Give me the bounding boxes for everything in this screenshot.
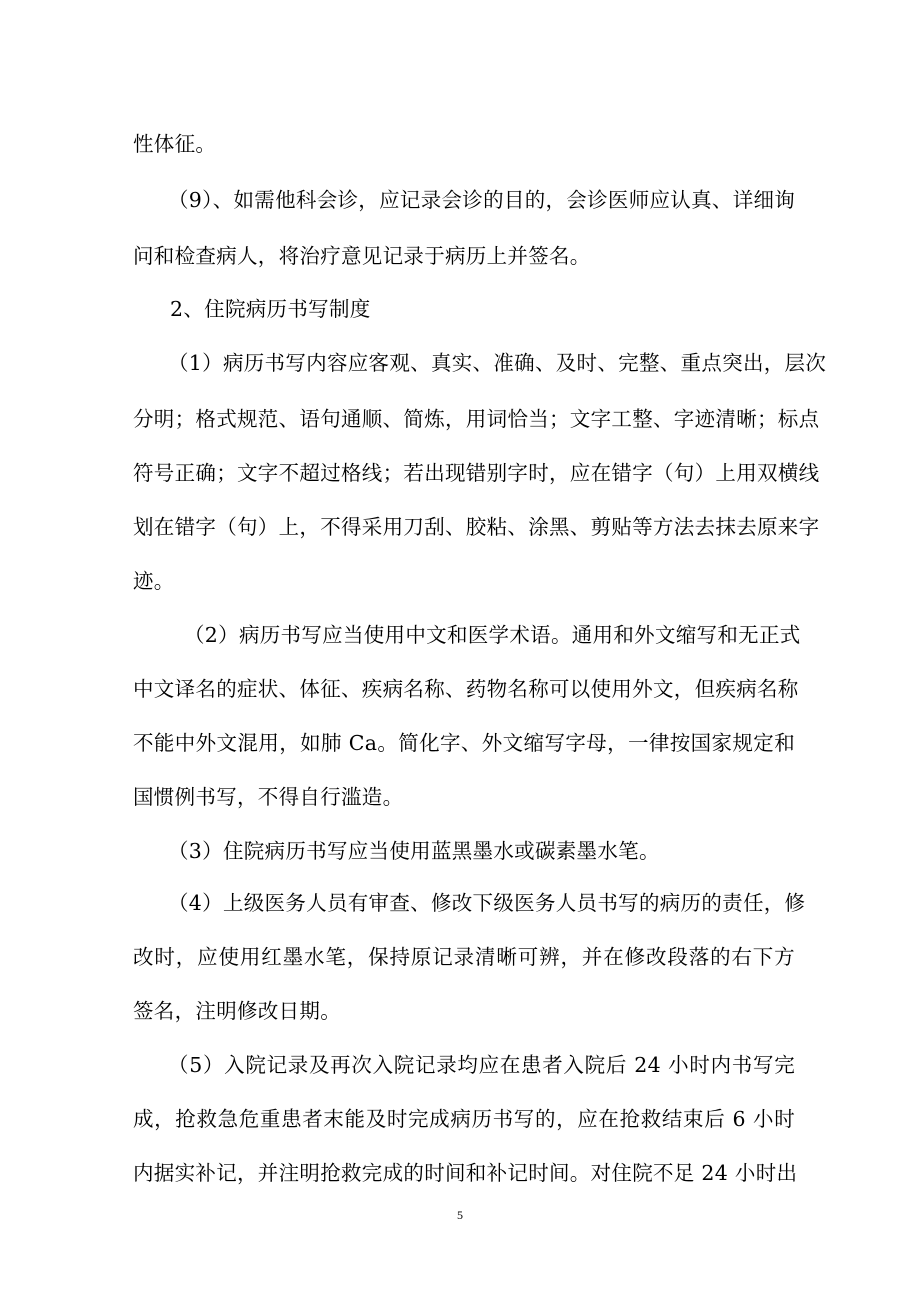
text-line: 问和检查病人，将治疗意见记录于病历上并签名。 — [133, 244, 591, 268]
text-line: 不能中外文混用，如肺 Ca。简化字、外文缩写字母，一律按国家规定和 — [133, 731, 795, 755]
text-line: 成，抢救急危重患者末能及时完成病历书写的，应在抢救结束后 6 小时 — [133, 1107, 795, 1131]
section-heading: 2、住院病历书写制度 — [170, 297, 371, 321]
text-line: 内据实补记，并注明抢救完成的时间和补记时间。对住院不足 24 小时出 — [133, 1161, 798, 1185]
text-line: 性体征。 — [133, 132, 217, 156]
text-line: （3）住院病历书写应当使用蓝黑墨水或碳素墨水笔。 — [168, 839, 660, 863]
text-line: （1）病历书写内容应客观、真实、准确、及时、完整、重点突出，层次 — [168, 351, 827, 375]
text-line: 改时，应使用红墨水笔，保持原记录清晰可辨，并在修改段落的右下方 — [133, 945, 795, 969]
text-line: 分明；格式规范、语句通顺、简炼，用词恰当；文字工整、字迹清晰；标点 — [133, 407, 820, 431]
text-line: 迹。 — [133, 569, 175, 593]
text-line: （4）上级医务人员有审查、修改下级医务人员书写的病历的责任，修 — [168, 891, 806, 915]
text-line: （9）、如需他科会诊，应记录会诊的目的，会诊医师应认真、详细询 — [168, 188, 796, 212]
text-line: 国惯例书写，不得自行滥造。 — [133, 785, 404, 809]
page-number: 5 — [457, 1208, 463, 1222]
text-line: 符号正确；文字不超过格线；若出现错别字时，应在错字（句）上用双横线 — [133, 461, 820, 485]
text-line: （5）入院记录及再次入院记录均应在患者入院后 24 小时内书写完 — [168, 1053, 795, 1077]
text-line: （2）病历书写应当使用中文和医学术语。通用和外文缩写和无正式 — [184, 623, 801, 647]
text-line: 中文译名的症状、体征、疾病名称、药物名称可以使用外文，但疾病名称 — [133, 677, 799, 701]
text-line: 签名，注明修改日期。 — [133, 999, 341, 1023]
text-line: 划在错字（句）上，不得采用刀刮、胶粘、涂黑、剪贴等方法去抹去原来字 — [133, 515, 820, 539]
